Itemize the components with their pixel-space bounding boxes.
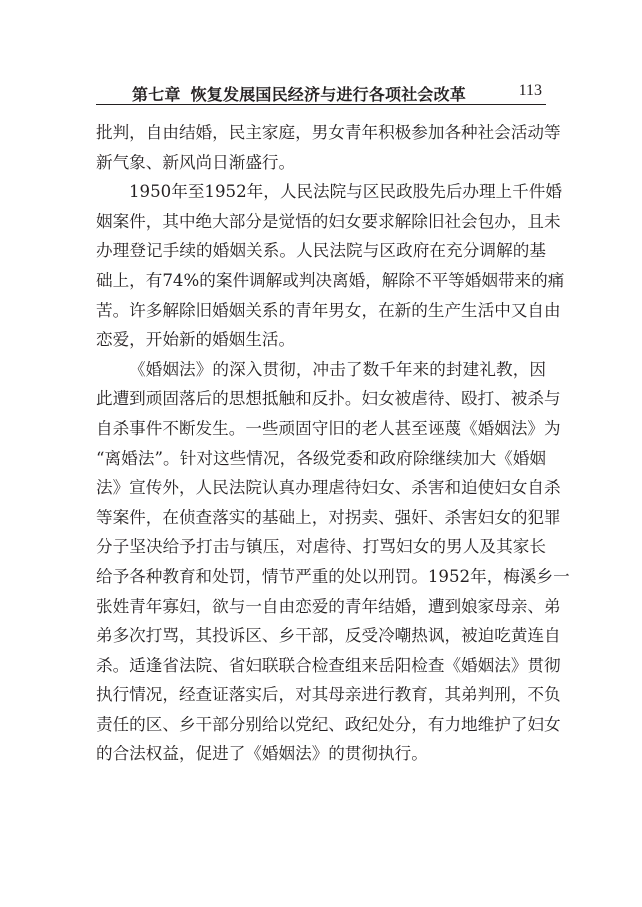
text-line: 恋爱，开始新的婚姻生活。 [96,330,296,350]
text-line: 的合法权益，促进了《婚姻法》的贯彻执行。 [96,744,428,764]
body-text [96,118,570,769]
text-line: 办理登记手续的婚姻关系。人民法院与区政府在充分调解的基 [96,241,546,261]
text-line: 批判，自由结婚，民主家庭，男女青年积极参加各种社会活动等 [96,123,561,142]
text-line: 新气象、新风尚日渐盛行。 [96,152,296,172]
text-line: 张姓青年寡妇，欲与一自由恋爱的青年结婚，遭到娘家母亲、弟 [96,596,561,616]
chapter-number: 第七章 [132,85,181,104]
text-line: 弟多次打骂，其投诉区、乡干部，反受冷嘲热讽，被迫吃黄连自 [96,626,561,646]
text-line: “离婚法”。针对这些情况，各级党委和政府除继续加大《婚姻 [96,448,546,468]
text-line: 《婚姻法》的深入贯彻，冲击了数千年来的封建礼教，因 [129,359,546,379]
text-line: 自杀事件不断发生。一些顽固守旧的老人甚至诬蔑《婚姻法》为 [96,418,561,438]
text-line: 责任的区、乡干部分别给以党纪、政纪处分，有力地维护了妇女 [96,714,561,734]
page-number: 113 [518,82,542,99]
paragraph [96,177,565,355]
text-line: 给予各种教育和处罚，情节严重的处以刑罚。1952年，梅溪乡一 [96,566,570,586]
chapter-heading [132,82,466,105]
text-line: 法》宣传外，人民法院认真办理虐待妇女、杀害和迫使妇女自杀 [96,478,561,498]
text-line: 此遭到顽固落后的思想抵触和反扑。妇女被虐待、殴打、被杀与 [96,389,561,409]
text-line: 1950年至1952年，人民法院与区民政股先后办理上千件婚 [129,182,562,202]
text-line: 苦。许多解除旧婚姻关系的青年男女，在新的生产生活中又自由 [96,300,561,320]
text-line: 分子坚决给予打击与镇压，对虐待、打骂妇女的男人及其家长 [96,537,546,557]
paragraph [96,355,570,769]
text-line: 杀。适逢省法院、省妇联联合检查组来岳阳检查《婚姻法》贯彻 [96,655,561,675]
text-line: 执行情况，经查证落实后，对其母亲进行教育，其弟判刑，不负 [96,685,561,705]
paragraph [96,118,561,177]
text-line: 等案件，在侦查落实的基础上，对拐卖、强奸、杀害妇女的犯罪 [96,507,561,527]
text-line: 础上，有74%的案件调解或判决离婚，解除不平等婚姻带来的痛 [96,270,565,290]
chapter-title: 恢复发展国民经济与进行各项社会改革 [190,85,467,104]
running-header [96,78,546,105]
text-line: 姻案件，其中绝大部分是觉悟的妇女要求解除旧社会包办，且未 [96,211,561,231]
